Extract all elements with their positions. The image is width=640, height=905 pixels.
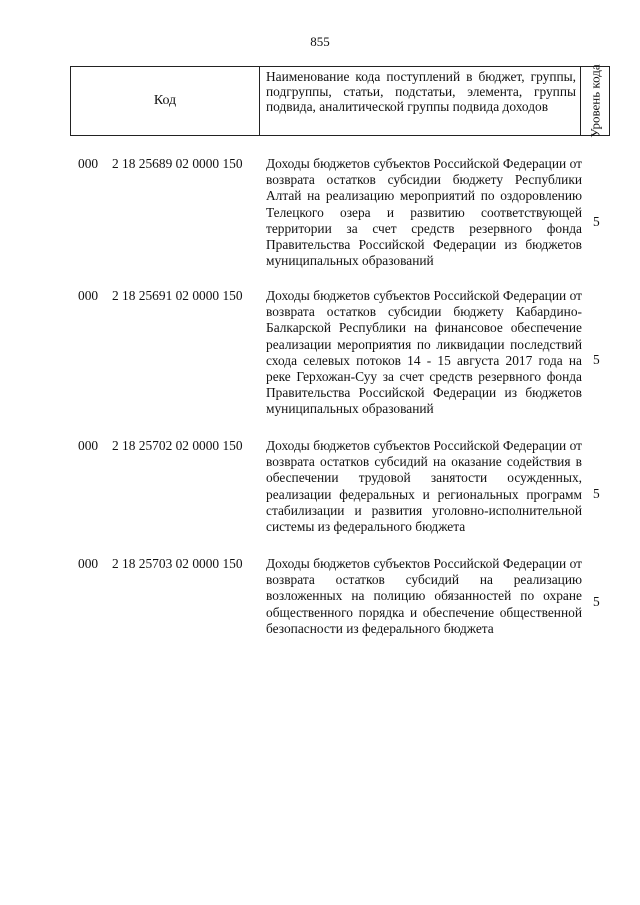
revenue-name: Доходы бюджетов субъектов Российской Федерации от возврата остатков субсидии бюджету Кабардино-Балкарской Республики на финансовое обеспечение реализации мероприятия по ликвидации последствий схода селевых потоков 14 - 15 августа 2017 года на реке Герхожан-Суу за счет средств резервного фонда Правительства Российской Федерации из бюджетов муниципальных образований bbox=[266, 288, 582, 417]
page-number: 855 bbox=[310, 34, 330, 49]
header-name: Наименование кода поступлений в бюджет, группы, подгруппы, статьи, подстатьи, элемента, группы подвида, аналитической группы подвида доходов bbox=[260, 67, 581, 135]
header-code: Код bbox=[71, 67, 260, 135]
header-level-label: Уровень кода bbox=[587, 64, 603, 138]
header-level bbox=[581, 64, 609, 138]
code-level: 5 bbox=[593, 594, 600, 609]
revenue-code: 2 18 25703 02 0000 150 bbox=[112, 556, 243, 571]
code-level: 5 bbox=[593, 352, 600, 367]
code-level: 5 bbox=[593, 486, 600, 501]
code-level: 5 bbox=[593, 214, 600, 229]
revenue-name: Доходы бюджетов субъектов Российской Федерации от возврата остатков субсидий на реализацию возложенных на полицию обязанностей по охране общественного порядка и обеспечение общественной безопасности из федерального бюджета bbox=[266, 556, 582, 636]
revenue-code: 2 18 25689 02 0000 150 bbox=[112, 156, 243, 171]
revenue-code: 2 18 25702 02 0000 150 bbox=[112, 438, 243, 453]
admin-code: 000 bbox=[78, 156, 99, 171]
revenue-name: Доходы бюджетов субъектов Российской Федерации от возврата остатков субсидии бюджету Республики Алтай на реализацию мероприятий по оздоровлению Телецкого озера и развитию соответствующей территории за счет средств резервного фонда Правительства Российской Федерации из бюджетов муниципальных образований bbox=[266, 156, 582, 269]
admin-code: 000 bbox=[78, 438, 99, 453]
admin-code: 000 bbox=[78, 288, 99, 303]
revenue-name: Доходы бюджетов субъектов Российской Федерации от возврата остатков субсидий на оказание содействия в обеспечении трудовой занятости осужденных, реализации федеральных и региональных программ стабилизации и развития уголовно-исполнительной системы из федерального бюджета bbox=[266, 438, 582, 535]
revenue-code: 2 18 25691 02 0000 150 bbox=[112, 288, 243, 303]
table-header bbox=[70, 66, 610, 136]
admin-code: 000 bbox=[78, 556, 99, 571]
